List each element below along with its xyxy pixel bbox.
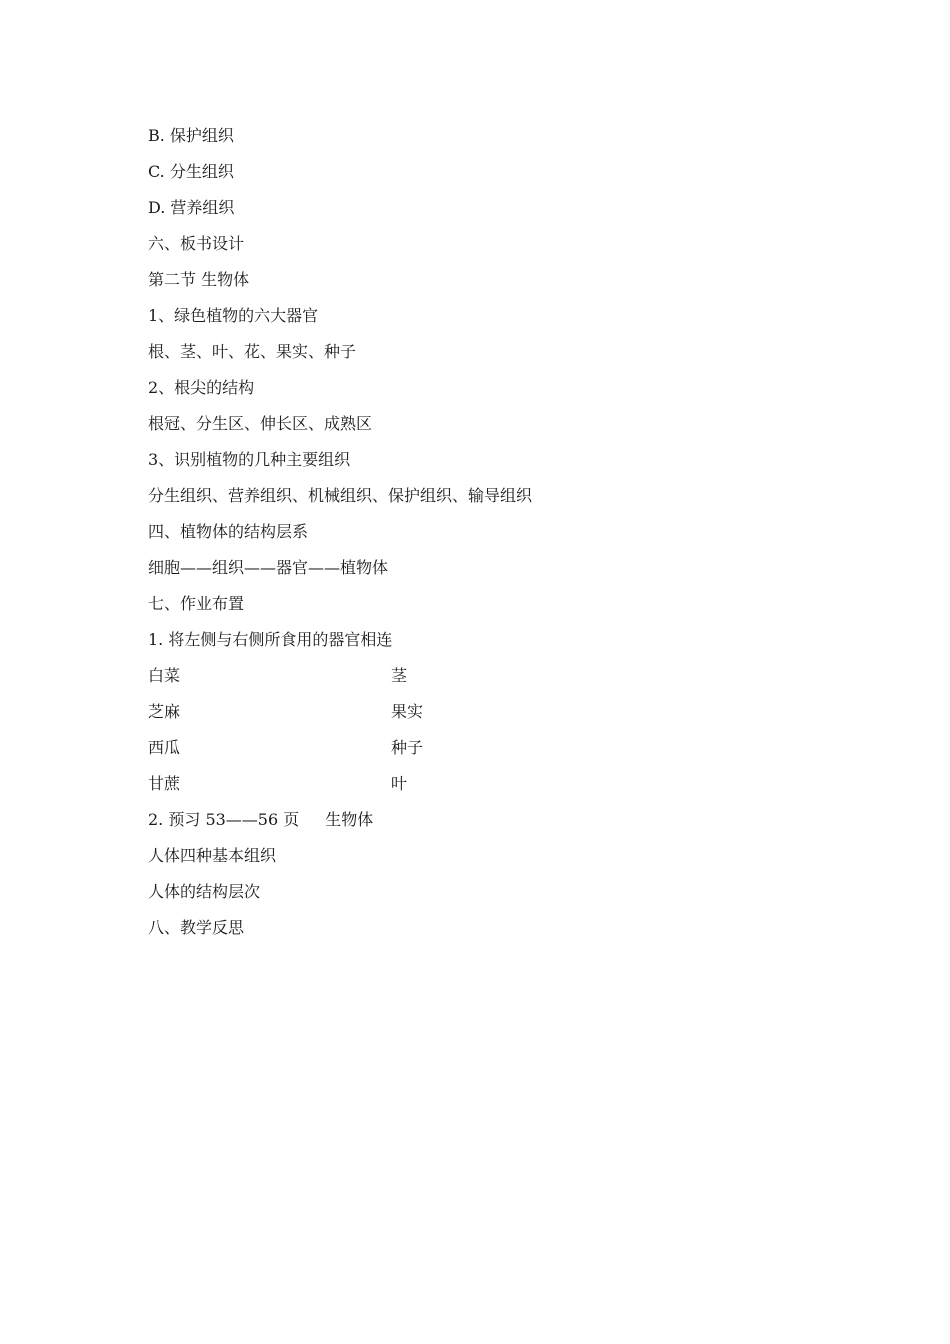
homework-2 [148, 808, 848, 844]
matching-left: 白菜 [148, 666, 181, 685]
section-8-heading: 八、教学反思 [148, 918, 245, 937]
section-7-heading: 七、作业布置 [148, 594, 245, 613]
homework-1: 1. 将左侧与右侧所食用的器官相连 [148, 630, 393, 649]
item-3-heading: 3、识别植物的几种主要组织 [148, 450, 351, 469]
homework-2-topic: 生物体 [325, 810, 374, 829]
matching-right: 茎 [391, 666, 408, 685]
option-c: C. 分生组织 [148, 162, 234, 181]
matching-right: 果实 [391, 702, 424, 721]
homework-2-prefix: 2. 预习 53——56 页 [148, 810, 300, 829]
document-page [148, 124, 848, 952]
matching-right: 种子 [391, 738, 424, 757]
matching-left: 甘蔗 [148, 774, 181, 793]
matching-row [148, 664, 848, 700]
section-title: 第二节 生物体 [148, 270, 250, 289]
section-4-body: 细胞——组织——器官——植物体 [148, 558, 389, 577]
section-4-heading: 四、植物体的结构层系 [148, 522, 309, 541]
matching-row [148, 772, 848, 808]
option-b: B. 保护组织 [148, 126, 234, 145]
preview-item-1: 人体四种基本组织 [148, 846, 277, 865]
option-d: D. 营养组织 [148, 198, 235, 217]
matching-row [148, 700, 848, 736]
item-2-heading: 2、根尖的结构 [148, 378, 255, 397]
item-2-body: 根冠、分生区、伸长区、成熟区 [148, 414, 373, 433]
item-1-body: 根、茎、叶、花、果实、种子 [148, 342, 357, 361]
matching-left: 芝麻 [148, 702, 181, 721]
section-6-heading: 六、板书设计 [148, 234, 245, 253]
matching-left: 西瓜 [148, 738, 181, 757]
preview-item-2: 人体的结构层次 [148, 882, 261, 901]
matching-row [148, 736, 848, 772]
matching-right: 叶 [391, 774, 408, 793]
item-1-heading: 1、绿色植物的六大器官 [148, 306, 319, 325]
item-3-body: 分生组织、营养组织、机械组织、保护组织、输导组织 [148, 486, 533, 505]
